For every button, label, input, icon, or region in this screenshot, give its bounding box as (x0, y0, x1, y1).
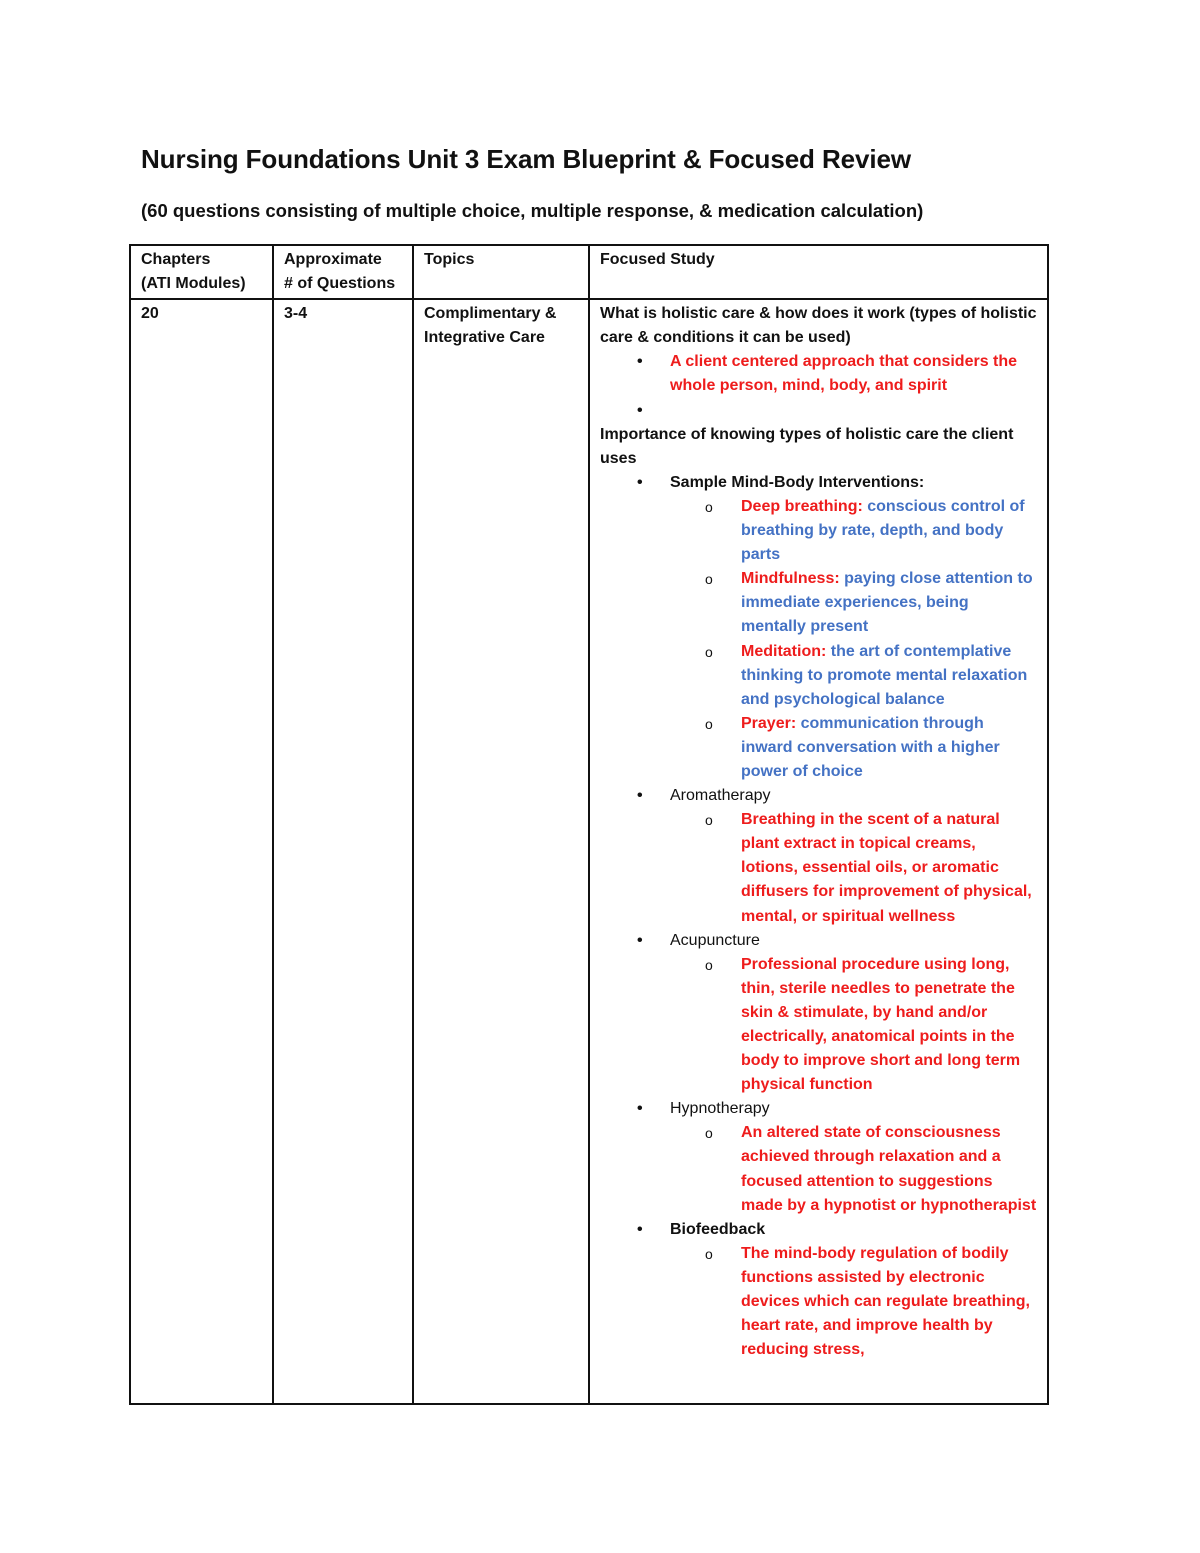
bullet-icon: • (637, 787, 643, 805)
circle-bullet-icon: o (705, 812, 713, 829)
interventions-list (600, 471, 1037, 1362)
circle-bullet-icon: o (705, 715, 713, 732)
holistic-bullet-list (600, 350, 1037, 422)
topic-line1: Complimentary & (424, 305, 557, 323)
table-header-row (130, 245, 1048, 299)
bullet-icon: • (637, 1220, 643, 1238)
hypnotherapy-sublist (670, 1121, 1037, 1217)
bullet-icon: • (637, 401, 643, 419)
header-questions-line1: Approximate (284, 251, 382, 268)
hypnotherapy-label: Hypnotherapy (670, 1100, 770, 1118)
biofeedback-sublist (670, 1242, 1037, 1362)
bullet-icon: • (637, 1100, 643, 1118)
term-deep-breathing: Deep breathing: (741, 497, 863, 515)
table-row (130, 299, 1048, 1404)
term-meditation: Meditation: (741, 642, 827, 660)
header-topics-label: Topics (424, 251, 475, 268)
topic-line2: Integrative Care (424, 329, 545, 347)
term-prayer: Prayer: (741, 714, 797, 732)
list-item (705, 495, 1037, 567)
document-title: Nursing Foundations Unit 3 Exam Blueprint & Focused Review (141, 144, 911, 174)
list-item (705, 953, 1037, 1098)
circle-bullet-icon: o (705, 643, 713, 660)
term-mindfulness: Mindfulness: (741, 570, 840, 588)
list-item (705, 712, 1037, 784)
list-item (637, 784, 1037, 929)
def-deep-breathing: conscious control of breathing by rate, depth, and body parts (741, 497, 1025, 564)
list-item (705, 808, 1037, 928)
circle-bullet-icon: o (705, 1245, 713, 1262)
cell-chapter (130, 299, 273, 1404)
acupuncture-sublist (670, 953, 1037, 1098)
header-chapters-line1: Chapters (141, 251, 211, 268)
list-item (705, 567, 1037, 639)
question-count: 3-4 (284, 305, 308, 323)
aromatherapy-definition: Breathing in the scent of a natural plant extract in topical creams, lotions, essential oils, or aromatic diffusers for improvement of physical, mental, or spiritual wellness (741, 811, 1032, 925)
cell-topic (413, 299, 589, 1404)
circle-bullet-icon: o (705, 1125, 713, 1142)
header-focused-study (589, 245, 1048, 299)
def-prayer: communication through inward conversation with a higher power of choice (741, 714, 1000, 780)
header-focused-label: Focused Study (600, 251, 715, 268)
cell-questions (273, 299, 413, 1404)
mind-body-sublist (670, 495, 1037, 784)
list-item (705, 1121, 1037, 1217)
holistic-definition: A client centered approach that considers the whole person, mind, body, and spirit (670, 353, 1018, 395)
def-mindfulness: paying close attention to immediate experiences, being mentally present (741, 570, 1033, 636)
aromatherapy-sublist (670, 808, 1037, 928)
header-questions-line2: # of Questions (284, 275, 396, 293)
document-subtitle: (60 questions consisting of multiple choice, multiple response, & medication calculation) (141, 200, 924, 221)
list-item (637, 1097, 1037, 1217)
def-meditation: the art of contemplative thinking to promote mental relaxation and psychological balance (741, 642, 1028, 708)
list-item (637, 350, 1037, 398)
list-item (637, 471, 1037, 784)
list-item (705, 1242, 1037, 1362)
circle-bullet-icon: o (705, 571, 713, 588)
cell-focused-study (589, 299, 1048, 1404)
bullet-icon: • (637, 931, 643, 949)
header-chapters-line2: (ATI Modules) (141, 275, 246, 293)
hypnotherapy-definition: An altered state of consciousness achieved through relaxation and a focused attention to suggestions made by a hypnotist or hypnotherapist (741, 1124, 1037, 1214)
header-chapters (130, 245, 273, 299)
bullet-icon: • (637, 353, 643, 371)
circle-bullet-icon: o (705, 498, 713, 515)
header-questions (273, 245, 413, 299)
header-topics (413, 245, 589, 299)
list-item (637, 1218, 1037, 1363)
mind-body-label: Sample Mind-Body Interventions: (670, 473, 925, 491)
acupuncture-label: Acupuncture (670, 931, 760, 949)
aromatherapy-label: Aromatherapy (670, 787, 771, 805)
exam-blueprint-table (129, 244, 1049, 1405)
bullet-icon: • (637, 473, 643, 491)
focused-paragraph-holistic: What is holistic care & how does it work (types of holistic care & conditions it can be used) (600, 305, 1037, 347)
circle-bullet-icon: o (705, 956, 713, 973)
acupuncture-definition: Professional procedure using long, thin, sterile needles to penetrate the skin & stimulate, by hand and/or electrically, anatomical points in the body to improve short and long term physical function (741, 955, 1021, 1094)
biofeedback-label: Biofeedback (670, 1220, 766, 1238)
list-item (637, 399, 1037, 423)
biofeedback-definition: The mind-body regulation of bodily functions assisted by electronic devices which can regulate breathing, heart rate, and improve health by reducing stress, (741, 1244, 1030, 1359)
chapter-number: 20 (141, 305, 159, 323)
focused-paragraph-importance: Importance of knowing types of holistic care the client uses (600, 425, 1014, 467)
list-item (637, 929, 1037, 1098)
list-item (705, 640, 1037, 712)
